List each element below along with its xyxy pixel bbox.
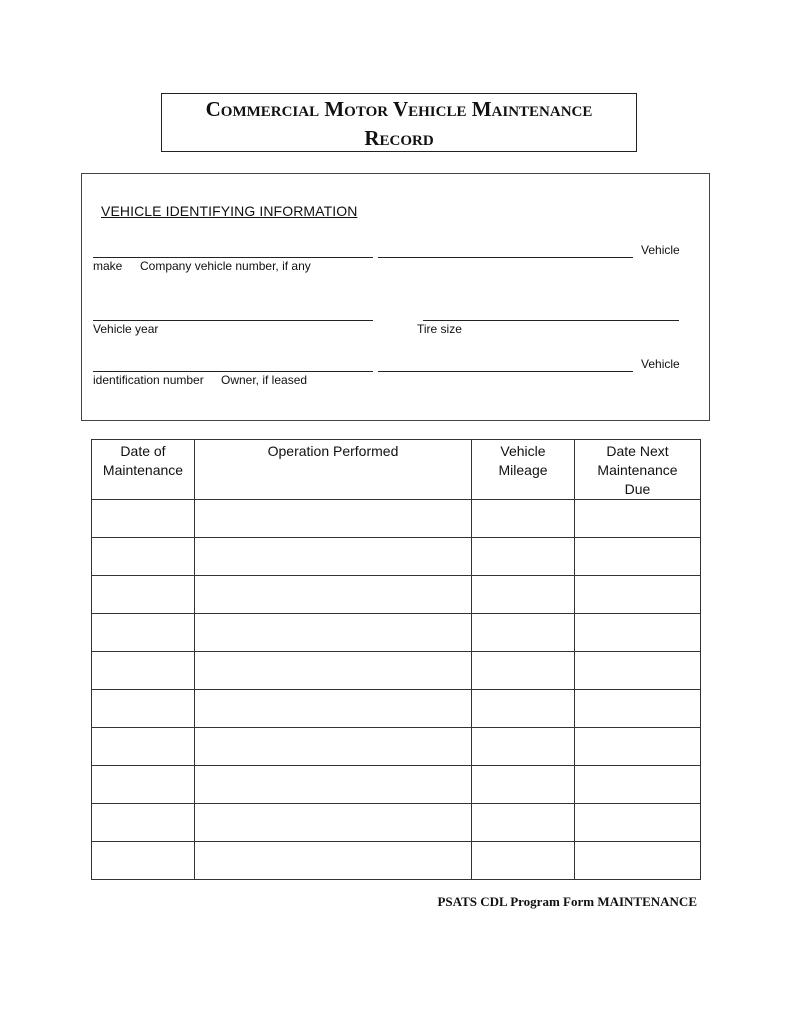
table-header-row bbox=[92, 440, 701, 500]
table-row bbox=[92, 500, 701, 538]
vehicle-id-number-line[interactable] bbox=[93, 371, 373, 372]
tire-size-line[interactable] bbox=[423, 320, 679, 321]
date-next-due-cell[interactable] bbox=[575, 652, 701, 690]
date-of-maintenance-cell[interactable] bbox=[92, 690, 195, 728]
vehicle-mileage-cell[interactable] bbox=[472, 804, 575, 842]
date-of-maintenance-cell[interactable] bbox=[92, 728, 195, 766]
date-next-due-cell[interactable] bbox=[575, 690, 701, 728]
vehicle-id-label-b: identification number bbox=[93, 373, 204, 387]
operation-performed-cell[interactable] bbox=[195, 538, 472, 576]
table-row bbox=[92, 690, 701, 728]
date-of-maintenance-cell[interactable] bbox=[92, 766, 195, 804]
tire-size-label: Tire size bbox=[417, 322, 462, 336]
vehicle-mileage-cell[interactable] bbox=[472, 842, 575, 880]
operation-performed-cell[interactable] bbox=[195, 652, 472, 690]
vehicle-mileage-cell[interactable] bbox=[472, 614, 575, 652]
form-footer: PSATS CDL Program Form MAINTENANCE bbox=[437, 894, 697, 909]
form-title bbox=[161, 93, 637, 152]
date-of-maintenance-cell[interactable] bbox=[92, 842, 195, 880]
table-row bbox=[92, 576, 701, 614]
maintenance-log-table bbox=[91, 439, 701, 880]
date-next-due-cell[interactable] bbox=[575, 804, 701, 842]
vehicle-mileage-cell[interactable] bbox=[472, 500, 575, 538]
date-next-due-cell[interactable] bbox=[575, 842, 701, 880]
operation-performed-cell[interactable] bbox=[195, 576, 472, 614]
operation-performed-cell[interactable] bbox=[195, 842, 472, 880]
date-next-due-cell[interactable] bbox=[575, 538, 701, 576]
operation-performed-cell[interactable] bbox=[195, 728, 472, 766]
owner-if-leased-line[interactable] bbox=[378, 371, 633, 372]
form-title-line1: Commercial Motor Vehicle Maintenance bbox=[205, 97, 593, 121]
table-row bbox=[92, 652, 701, 690]
date-of-maintenance-cell[interactable] bbox=[92, 538, 195, 576]
date-next-due-cell[interactable] bbox=[575, 728, 701, 766]
table-row bbox=[92, 804, 701, 842]
col-header-date-next-maintenance-due: Date Next Maintenance Due bbox=[575, 440, 701, 500]
vehicle-mileage-cell[interactable] bbox=[472, 766, 575, 804]
operation-performed-cell[interactable] bbox=[195, 766, 472, 804]
operation-performed-cell[interactable] bbox=[195, 690, 472, 728]
operation-performed-cell[interactable] bbox=[195, 614, 472, 652]
table-row bbox=[92, 538, 701, 576]
vehicle-year-line[interactable] bbox=[93, 320, 373, 321]
date-next-due-cell[interactable] bbox=[575, 500, 701, 538]
col-header-date-of-maintenance: Date of Maintenance bbox=[92, 440, 195, 500]
vehicle-mileage-cell[interactable] bbox=[472, 538, 575, 576]
date-next-due-cell[interactable] bbox=[575, 766, 701, 804]
vehicle-make-line[interactable] bbox=[93, 257, 373, 258]
form-title-line2: Record bbox=[364, 126, 434, 150]
vehicle-info-heading: VEHICLE IDENTIFYING INFORMATION bbox=[101, 203, 358, 219]
vehicle-mileage-cell[interactable] bbox=[472, 690, 575, 728]
table-row bbox=[92, 766, 701, 804]
date-of-maintenance-cell[interactable] bbox=[92, 500, 195, 538]
operation-performed-cell[interactable] bbox=[195, 500, 472, 538]
operation-performed-cell[interactable] bbox=[195, 804, 472, 842]
company-vehicle-number-label: Company vehicle number, if any bbox=[140, 259, 311, 273]
date-of-maintenance-cell[interactable] bbox=[92, 614, 195, 652]
date-next-due-cell[interactable] bbox=[575, 576, 701, 614]
vehicle-mileage-cell[interactable] bbox=[472, 652, 575, 690]
date-of-maintenance-cell[interactable] bbox=[92, 576, 195, 614]
col-header-vehicle-mileage: Vehicle Mileage bbox=[472, 440, 575, 500]
owner-if-leased-label: Owner, if leased bbox=[221, 373, 308, 387]
table-row bbox=[92, 728, 701, 766]
col-header-operation-performed: Operation Performed bbox=[195, 440, 472, 500]
table-row bbox=[92, 842, 701, 880]
company-vehicle-number-line[interactable] bbox=[378, 257, 633, 258]
date-next-due-cell[interactable] bbox=[575, 614, 701, 652]
vehicle-make-label-a: Vehicle bbox=[641, 243, 680, 257]
date-of-maintenance-cell[interactable] bbox=[92, 652, 195, 690]
table-row bbox=[92, 614, 701, 652]
vehicle-year-label: Vehicle year bbox=[93, 322, 159, 336]
vehicle-make-label-b: make bbox=[93, 259, 123, 273]
vehicle-mileage-cell[interactable] bbox=[472, 576, 575, 614]
vehicle-mileage-cell[interactable] bbox=[472, 728, 575, 766]
vehicle-info-section bbox=[81, 173, 710, 421]
date-of-maintenance-cell[interactable] bbox=[92, 804, 195, 842]
vehicle-id-label-a: Vehicle bbox=[641, 357, 680, 371]
